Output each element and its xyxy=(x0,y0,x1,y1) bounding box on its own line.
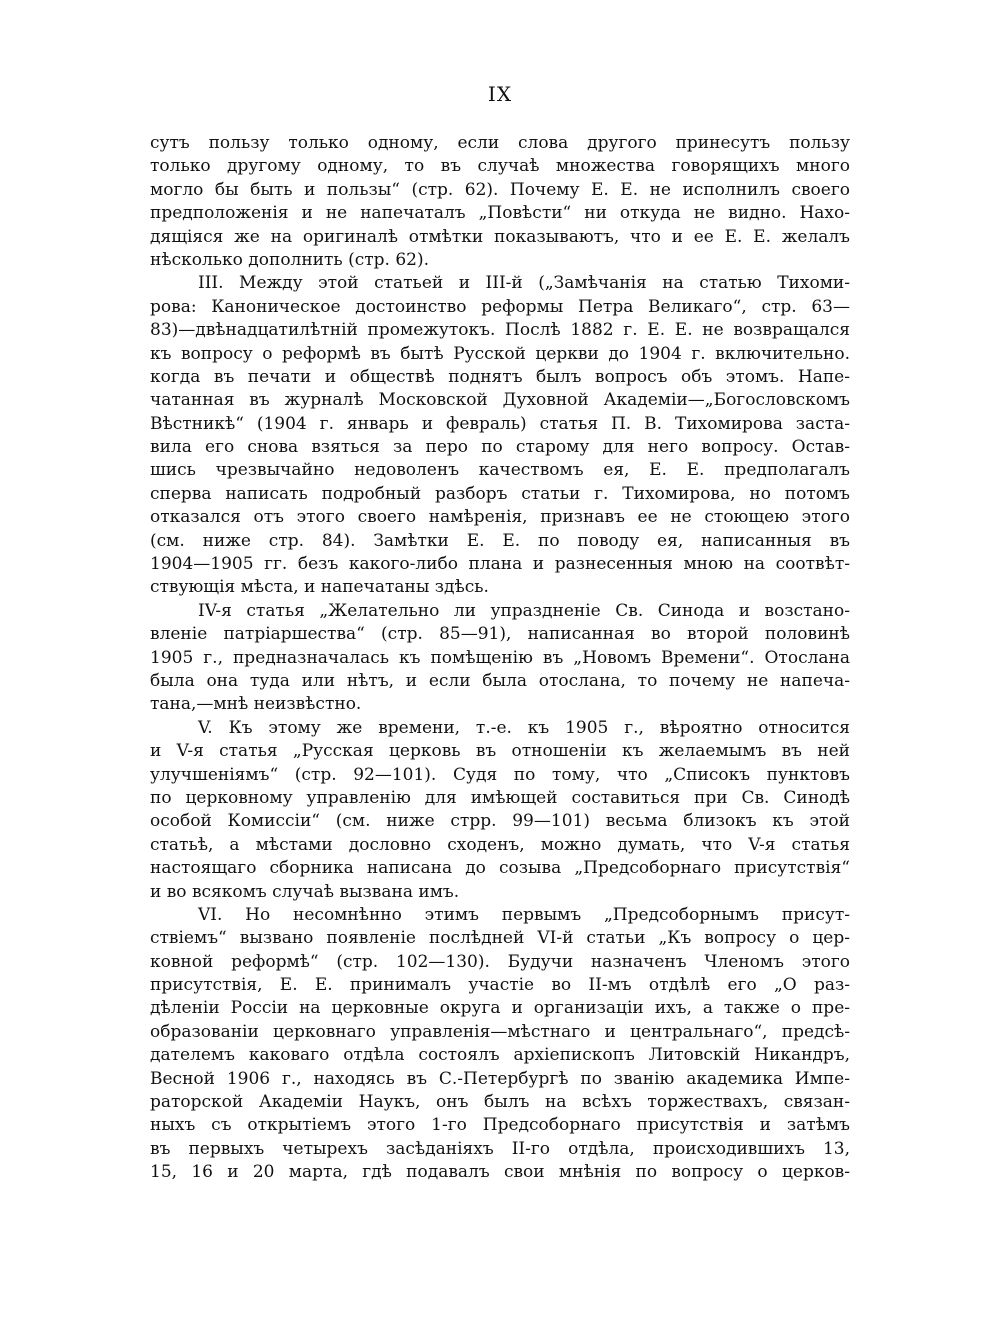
text-line: V. Къ этому же времени, т.-е. къ 1905 г., вѣроятно относится xyxy=(198,717,850,738)
text-line: и во всякомъ случаѣ вызвана имъ. xyxy=(150,881,460,902)
text-line: дящіяся же на оригиналѣ отмѣтки показываютъ, что и ее Е. Е. желалъ xyxy=(150,226,850,247)
text-line: могло бы быть и пользы“ (стр. 62). Почему Е. Е. не исполнилъ своего xyxy=(150,179,850,200)
text-line: рова: Каноническое достоинство реформы Петра Великаго“, стр. 63— xyxy=(150,296,850,317)
text-line: предположенія и не напечаталъ „Повѣсти“ ни откуда не видно. Нахо- xyxy=(150,203,850,224)
text-line: IV-я статья „Желательно ли упраздненіе Св. Синода и возстано- xyxy=(198,600,850,621)
text-line: дателемъ каковаго отдѣла состоялъ архіепископъ Литовскій Никандръ, xyxy=(150,1045,850,1066)
text-line: и V-я статья „Русская церковь въ отношеніи къ желаемымъ въ ней xyxy=(150,741,850,762)
text-line: (см. ниже стр. 84). Замѣтки Е. Е. по поводу ея, написанныя въ xyxy=(150,530,850,551)
text-line: Вѣстникѣ“ (1904 г. январь и февраль) статья П. В. Тихомирова заста- xyxy=(150,413,850,434)
text-line: была она туда или нѣтъ, и если была отослана, то почему не напеча- xyxy=(150,670,850,691)
text-line: 1905 г., предназначалась къ помѣщенію въ „Новомъ Времени“. Отослана xyxy=(150,647,850,668)
text-line: тана,—мнѣ неизвѣстно. xyxy=(150,694,362,715)
text-line: 83)—двѣнадцатилѣтній промежутокъ. Послѣ 1882 г. Е. Е. не возвращался xyxy=(150,320,850,341)
text-line: VI. Но несомнѣнно этимъ первымъ „Предсоборнымъ присут- xyxy=(198,904,850,925)
text-line: особой Комиссіи“ (см. ниже стрр. 99—101) весьма близокъ къ этой xyxy=(150,811,850,832)
text-line: ствующія мѣста, и напечатаны здѣсь. xyxy=(150,577,489,598)
body-text xyxy=(150,132,850,1185)
text-line: къ вопросу о реформѣ въ бытѣ Русской церкви до 1904 г. включительно. xyxy=(150,343,850,364)
text-line: улучшеніямъ“ (стр. 92—101). Судя по тому, что „Списокъ пунктовъ xyxy=(150,764,850,785)
text-line: настоящаго сборника написана до созыва „Предсоборнаго присутствія“ xyxy=(150,858,850,879)
text-line: нѣсколько дополнить (стр. 62). xyxy=(150,249,429,270)
text-line: по церковному управленію для имѣющей составиться при Св. Синодѣ xyxy=(150,787,850,808)
text-line: когда въ печати и обществѣ поднятъ былъ вопросъ объ этомъ. Напе- xyxy=(150,366,850,387)
text-line: III. Между этой статьей и III-й („Замѣчанія на статью Тихоми- xyxy=(198,273,850,294)
text-line: только другому одному, то въ случаѣ множества говорящихъ много xyxy=(150,156,850,177)
text-line: образованіи церковнаго управленія—мѣстнаго и центральнаго“, предсѣ- xyxy=(150,1021,850,1042)
text-line: дѣленіи Россіи на церковные округа и организаціи ихъ, а также о пре- xyxy=(150,998,850,1019)
text-line: ствіемъ“ вызвано появленіе послѣдней VI-й статьи „Къ вопросу о цер- xyxy=(150,928,850,949)
text-line: вленіе патріаршества“ (стр. 85—91), написанная во второй половинѣ xyxy=(150,624,850,645)
text-line: въ первыхъ четырехъ засѣданіяхъ II-го отдѣла, происходившихъ 13, xyxy=(150,1138,850,1159)
text-line: ковной реформѣ“ (стр. 102—130). Будучи назначенъ Членомъ этого xyxy=(150,951,850,972)
text-line: статьѣ, а мѣстами дословно сходенъ, можно думать, что V-я статья xyxy=(150,834,850,855)
text-line: раторской Академіи Наукъ, онъ былъ на всѣхъ торжествахъ, связан- xyxy=(150,1092,850,1113)
text-line: вила его снова взяться за перо по старому для него вопросу. Остав- xyxy=(150,437,850,458)
text-line: чатанная въ журналѣ Московской Духовной Академіи—„Богословскомъ xyxy=(150,390,850,411)
text-line: присутствія, Е. Е. принималъ участіе во II-мъ отдѣлѣ его „О раз- xyxy=(150,975,850,996)
text-line: ныхъ съ открытіемъ этого 1-го Предсоборнаго присутствія и затѣмъ xyxy=(150,1115,850,1136)
text-line: отказался отъ этого своего намѣренія, признавъ ее не стоющею этого xyxy=(150,507,850,528)
page-number: IX xyxy=(487,82,513,106)
text-line: сутъ пользу только одному, если слова другого принесутъ пользу xyxy=(150,133,850,153)
text-line: шись чрезвычайно недоволенъ качествомъ ея, Е. Е. предполагалъ xyxy=(150,460,850,481)
text-line: Весной 1906 г., находясь въ С.-Петербургѣ по званію академика Импе- xyxy=(150,1068,850,1089)
text-line: 15, 16 и 20 марта, гдѣ подавалъ свои мнѣнія по вопросу о церков- xyxy=(150,1162,850,1183)
text-line: 1904—1905 гг. безъ какого-либо плана и разнесенныя мною на соотвѣт- xyxy=(150,554,850,575)
text-line: сперва написать подробный разборъ статьи г. Тихомирова, но потомъ xyxy=(150,483,850,504)
